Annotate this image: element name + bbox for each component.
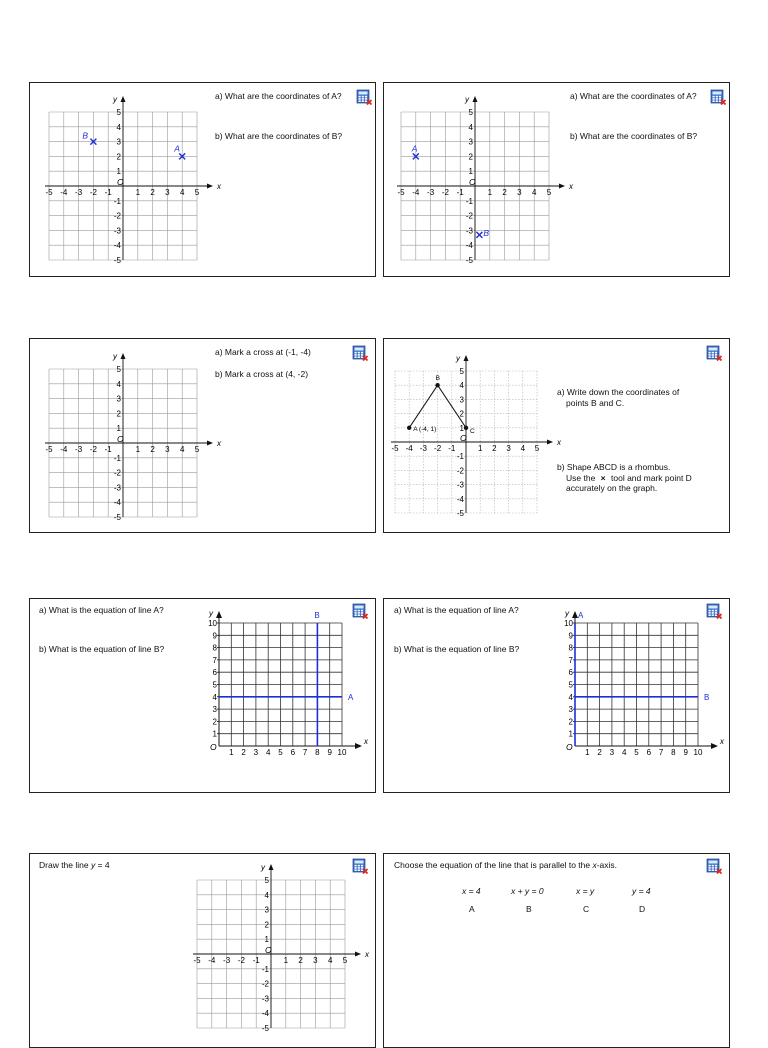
question-b-line2 — [557, 473, 692, 484]
option-letter-a[interactable]: A — [469, 904, 475, 914]
question-a: a) Mark a cross at (-1, -4) — [215, 347, 311, 357]
x-tick-label: -1 — [104, 188, 112, 197]
question-b: b) What is the equation of line B? — [394, 644, 520, 654]
y-tick-label: 3 — [459, 395, 464, 405]
y-tick-label: -4 — [113, 241, 121, 251]
y-tick-label: -5 — [113, 513, 121, 522]
option-eq-c[interactable]: x = y — [576, 886, 595, 896]
y-axis-arrow — [473, 96, 478, 102]
y-axis-arrow — [269, 864, 274, 870]
question-b — [557, 462, 692, 494]
x-tick-label: -2 — [441, 188, 449, 197]
vertex-dot — [407, 426, 411, 430]
y-tick-label: -1 — [261, 964, 269, 974]
question-a: a) What is the equation of line A? — [39, 605, 164, 615]
y-tick-label: -4 — [113, 498, 121, 508]
calculator-icon[interactable] — [356, 89, 372, 105]
y-tick-label: -1 — [113, 196, 121, 206]
x-tick-label: -1 — [104, 445, 112, 454]
x-tick-label: -4 — [412, 188, 420, 197]
x-tick-label: 2 — [492, 444, 497, 453]
y-axis-arrow — [216, 611, 222, 618]
x-tick-label: -3 — [75, 445, 83, 454]
y-tick-label: -2 — [113, 468, 121, 478]
y-tick-label: 3 — [116, 394, 121, 404]
y-tick-label: -2 — [465, 211, 473, 221]
y-tick-label: -4 — [465, 241, 473, 251]
x-axis-arrow — [355, 743, 362, 749]
coordinate-grid — [30, 83, 230, 277]
y-tick-label: 1 — [212, 729, 217, 739]
y-tick-label: 1 — [459, 423, 464, 433]
calculator-icon[interactable] — [352, 603, 368, 619]
x-tick-label: 3 — [517, 188, 522, 197]
x-tick-label: -5 — [45, 188, 53, 197]
y-tick-label: 8 — [568, 643, 573, 653]
y-tick-label: 3 — [264, 905, 269, 915]
x-tick-label: -5 — [391, 444, 399, 453]
x-tick-label: 3 — [506, 444, 511, 453]
x-tick-label: 5 — [278, 748, 283, 757]
x-tick-label: 6 — [290, 748, 296, 757]
question-card-3 — [29, 338, 376, 533]
x-tick-label: -1 — [456, 188, 464, 197]
x-tick-label: 7 — [302, 748, 308, 757]
x-axis-label: x — [569, 182, 573, 191]
y-tick-label: 4 — [212, 692, 217, 702]
x-tick-label: 1 — [229, 748, 234, 757]
x-axis-arrow — [355, 952, 361, 957]
question-a: a) What are the coordinates of A? — [215, 91, 342, 101]
x-axis-label: x — [217, 439, 221, 448]
x-tick-label: 4 — [327, 956, 333, 965]
question-card-8 — [383, 853, 730, 1048]
y-tick-label: 3 — [116, 137, 121, 147]
question-b: b) What are the coordinates of B? — [215, 131, 343, 141]
x-tick-label: 2 — [150, 445, 155, 454]
y-tick-label: 5 — [212, 680, 217, 690]
y-axis-label: y — [113, 352, 117, 361]
y-axis-label: y — [113, 95, 117, 104]
question-b: b) What are the coordinates of B? — [570, 131, 698, 141]
y-tick-label: 7 — [212, 655, 217, 665]
x-axis-label: x — [217, 182, 221, 191]
question-b: b) Mark a cross at (4, -2) — [215, 369, 309, 379]
calculator-icon[interactable] — [706, 603, 722, 619]
y-tick-label: -5 — [465, 256, 473, 265]
line-a-label: A — [348, 692, 354, 702]
y-tick-label: 3 — [468, 137, 473, 147]
question-card-6 — [383, 598, 730, 793]
coordinate-grid — [30, 339, 230, 533]
x-axis-arrow — [547, 440, 553, 445]
question-text: Draw the line y = 4 — [39, 860, 110, 870]
origin-label: O — [117, 434, 124, 444]
x-tick-label: -3 — [223, 956, 231, 965]
x-tick-label: 1 — [585, 748, 590, 757]
x-tick-label: 10 — [693, 748, 703, 757]
x-tick-label: -5 — [45, 445, 53, 454]
point-label: B — [82, 130, 89, 141]
y-tick-label: 3 — [568, 705, 573, 715]
x-tick-label: 1 — [135, 445, 141, 454]
calculator-icon[interactable] — [706, 345, 722, 361]
y-tick-label: -3 — [456, 480, 464, 490]
origin-label: O — [566, 742, 573, 752]
question-a — [557, 387, 679, 408]
x-tick-label: 5 — [534, 444, 540, 453]
question-card-5 — [29, 598, 376, 793]
y-tick-label: -3 — [113, 483, 121, 493]
y-tick-label: 4 — [459, 381, 464, 391]
x-tick-label: 3 — [165, 445, 170, 454]
point-label: A — [411, 143, 418, 154]
x-tick-label: -3 — [419, 444, 427, 453]
y-tick-label: -5 — [261, 1024, 269, 1033]
x-axis-label: x — [557, 438, 561, 447]
x-tick-label: 4 — [531, 188, 537, 197]
x-tick-label: -4 — [60, 188, 68, 197]
y-tick-label: 5 — [116, 365, 121, 374]
y-axis-label: y — [209, 609, 213, 618]
line-graph — [384, 599, 730, 793]
calculator-icon[interactable] — [710, 89, 726, 105]
y-tick-label: -4 — [456, 494, 464, 504]
calculator-icon[interactable] — [706, 858, 722, 874]
x-axis-label: x — [720, 737, 724, 746]
y-tick-label: 4 — [468, 122, 473, 132]
x-tick-label: 8 — [671, 748, 676, 757]
y-axis-label: y — [456, 354, 460, 363]
origin-label: O — [210, 742, 217, 752]
y-tick-label: 9 — [568, 631, 573, 641]
y-tick-label: -1 — [465, 196, 473, 206]
y-tick-label: -4 — [261, 1009, 269, 1019]
y-tick-label: -1 — [456, 452, 464, 462]
option-letter-c[interactable]: C — [583, 904, 590, 914]
line-a-label: A — [578, 611, 584, 620]
y-tick-label: 4 — [568, 692, 573, 702]
y-tick-label: 5 — [264, 876, 269, 885]
y-axis-arrow — [464, 355, 469, 361]
point-label: B — [483, 227, 490, 238]
x-tick-label: 2 — [502, 188, 507, 197]
x-tick-label: -4 — [208, 956, 216, 965]
x-axis-arrow — [207, 441, 213, 446]
y-tick-label: -5 — [113, 256, 121, 265]
y-tick-label: 10 — [208, 619, 217, 628]
origin-label: O — [469, 177, 476, 187]
y-tick-label: 4 — [116, 122, 121, 132]
y-tick-label: -3 — [465, 226, 473, 236]
origin-label: O — [117, 177, 124, 187]
y-tick-label: -5 — [456, 509, 464, 518]
y-axis-arrow — [121, 96, 126, 102]
x-tick-label: 9 — [327, 748, 332, 757]
option-letter-d[interactable]: D — [639, 904, 646, 914]
y-tick-label: -3 — [113, 226, 121, 236]
calculator-icon[interactable] — [352, 858, 368, 874]
x-tick-label: 7 — [658, 748, 664, 757]
y-tick-label: 4 — [116, 379, 121, 389]
y-tick-label: 1 — [568, 729, 573, 739]
y-tick-label: 5 — [116, 108, 121, 117]
x-tick-label: -5 — [397, 188, 405, 197]
x-tick-label: 10 — [337, 748, 347, 757]
question-a-line2: points B and C. — [566, 397, 625, 408]
y-tick-label: 9 — [212, 631, 217, 641]
x-tick-label: -4 — [405, 444, 413, 453]
y-tick-label: 1 — [468, 167, 473, 177]
point-cross — [476, 232, 482, 238]
x-axis-arrow — [207, 184, 213, 189]
x-tick-label: 6 — [646, 748, 652, 757]
x-tick-label: 2 — [241, 748, 246, 757]
y-tick-label: -2 — [113, 211, 121, 221]
y-tick-label: 6 — [212, 668, 217, 678]
x-tick-label: 2 — [597, 748, 602, 757]
question-a: a) What are the coordinates of A? — [570, 91, 697, 101]
y-tick-label: -3 — [261, 994, 269, 1004]
question-text: Choose the equation of the line that is parallel to the x-axis. — [394, 860, 618, 870]
x-tick-label: -4 — [60, 445, 68, 454]
x-tick-label: -2 — [89, 445, 97, 454]
y-tick-label: 2 — [212, 717, 217, 727]
question-card-1 — [29, 82, 376, 277]
y-tick-label: -1 — [113, 453, 121, 463]
x-tick-label: -3 — [427, 188, 435, 197]
y-tick-label: -2 — [456, 466, 464, 476]
x-tick-label: 5 — [194, 445, 200, 454]
y-axis-label: y — [465, 95, 469, 104]
question-b-line1: b) Shape ABCD is a rhombus. — [557, 462, 671, 472]
x-axis-arrow — [711, 743, 718, 749]
y-tick-label: 2 — [116, 409, 121, 419]
y-tick-label: 3 — [212, 705, 217, 715]
question-card-2 — [383, 82, 730, 277]
x-tick-label: 5 — [546, 188, 552, 197]
x-tick-label: 5 — [194, 188, 200, 197]
y-tick-label: 1 — [116, 424, 121, 434]
y-tick-label: 2 — [264, 920, 269, 930]
calculator-icon[interactable] — [352, 345, 368, 361]
y-axis-label: y — [565, 609, 569, 618]
y-tick-label: 6 — [568, 668, 573, 678]
origin-label: O — [265, 945, 272, 955]
question-card-4 — [383, 338, 730, 533]
vertex-dot — [435, 383, 439, 387]
option-eq-a[interactable]: x = 4 — [462, 886, 481, 896]
x-tick-label: -3 — [75, 188, 83, 197]
x-tick-label: 2 — [150, 188, 155, 197]
tool-text-post: tool and mark point D — [611, 472, 692, 483]
y-tick-label: 4 — [264, 890, 269, 900]
option-eq-b[interactable]: x + y = 0 — [511, 886, 544, 896]
y-tick-label: 5 — [468, 108, 473, 117]
x-tick-label: 2 — [298, 956, 303, 965]
x-tick-label: 9 — [683, 748, 688, 757]
point-c-label: C — [470, 427, 475, 435]
x-axis-label: x — [365, 950, 369, 959]
y-tick-label: -2 — [261, 979, 269, 989]
y-tick-label: 5 — [568, 680, 573, 690]
x-tick-label: 1 — [135, 188, 141, 197]
rhombus-edges — [409, 385, 466, 428]
y-tick-label: 1 — [116, 167, 121, 177]
x-tick-label: 8 — [315, 748, 320, 757]
line-b-label: B — [704, 692, 710, 702]
y-tick-label: 1 — [264, 935, 269, 945]
y-tick-label: 2 — [568, 717, 573, 727]
x-tick-label: 3 — [165, 188, 170, 197]
point-label: A — [174, 143, 180, 154]
x-tick-label: 5 — [342, 956, 348, 965]
x-tick-label: 4 — [621, 748, 627, 757]
x-tick-label: 3 — [313, 956, 318, 965]
x-tick-label: 4 — [179, 445, 185, 454]
y-axis-label: y — [261, 863, 265, 872]
question-a-line1: a) Write down the coordinates of — [557, 387, 680, 397]
y-tick-label: 10 — [564, 619, 573, 628]
coordinate-grid — [384, 83, 584, 277]
cross-tool-icon[interactable]: × — [600, 472, 606, 483]
coordinate-grid — [30, 854, 376, 1048]
question-card-7 — [29, 853, 376, 1048]
x-tick-label: -1 — [448, 444, 456, 453]
x-tick-label: 3 — [253, 748, 259, 757]
x-tick-label: -2 — [89, 188, 97, 197]
x-tick-label: 1 — [283, 956, 289, 965]
option-eq-d[interactable]: y = 4 — [632, 886, 651, 896]
x-tick-label: -5 — [193, 956, 201, 965]
question-b-line3: accurately on the graph. — [566, 483, 658, 494]
x-tick-label: 4 — [265, 748, 271, 757]
x-tick-label: 4 — [520, 444, 526, 453]
coordinate-grid — [384, 339, 574, 533]
vertex-dot — [464, 426, 468, 430]
y-tick-label: 2 — [116, 152, 121, 162]
x-tick-label: 4 — [179, 188, 185, 197]
x-tick-label: -2 — [237, 956, 245, 965]
x-tick-label: -1 — [252, 956, 260, 965]
y-axis-arrow — [121, 353, 126, 359]
y-tick-label: 7 — [568, 655, 573, 665]
line-b-label: B — [314, 611, 320, 620]
x-tick-label: 1 — [487, 188, 493, 197]
x-axis-arrow — [559, 184, 565, 189]
y-tick-label: 2 — [468, 152, 473, 162]
y-tick-label: 8 — [212, 643, 217, 653]
x-tick-label: 1 — [477, 444, 483, 453]
y-tick-label: 2 — [459, 409, 464, 419]
tool-text-pre: Use the — [566, 472, 596, 483]
y-tick-label: 5 — [459, 367, 464, 376]
point-a-label: A (-4, 1) — [413, 425, 437, 433]
point-b-label: B — [435, 375, 440, 383]
x-tick-label: -2 — [434, 444, 442, 453]
question-b: b) What is the equation of line B? — [39, 644, 165, 654]
x-tick-label: 5 — [634, 748, 639, 757]
option-letter-b[interactable]: B — [526, 904, 532, 914]
origin-label: O — [460, 433, 467, 443]
question-a: a) What is the equation of line A? — [394, 605, 519, 615]
x-tick-label: 3 — [609, 748, 615, 757]
line-graph — [30, 599, 376, 793]
x-axis-label: x — [364, 737, 368, 746]
